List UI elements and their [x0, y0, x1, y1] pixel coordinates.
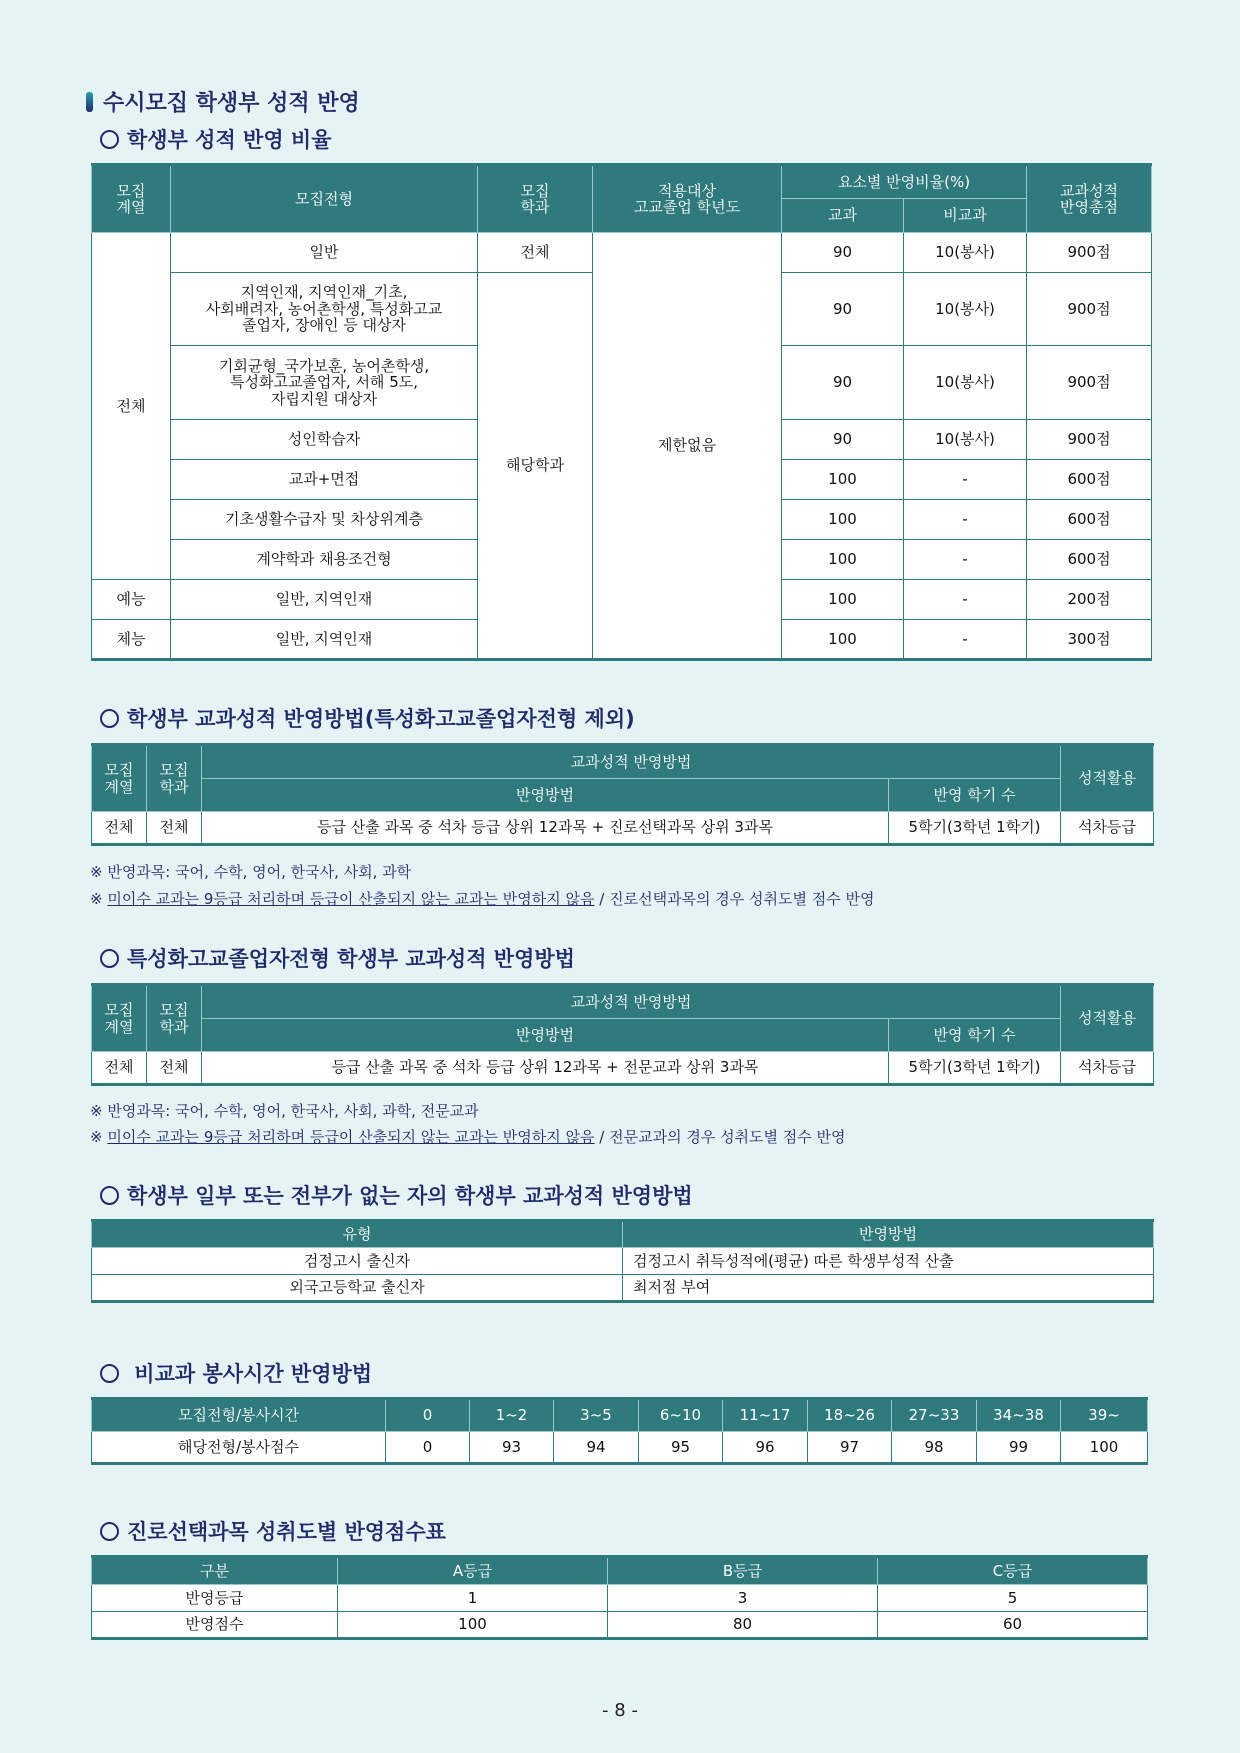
series-cell: 전체 — [92, 812, 147, 845]
score-ratio-table — [91, 163, 1152, 661]
circle-bullet-icon — [100, 949, 119, 968]
score-cell: 98 — [892, 1432, 977, 1464]
score-cell: 95 — [639, 1432, 723, 1464]
type-cell: 일반, 지역인재 — [171, 580, 478, 620]
gyogwa-cell: 100 — [782, 540, 904, 580]
row-label-scores: 해당전형/봉사점수 — [92, 1432, 386, 1464]
method-cell: 등급 산출 과목 중 석차 등급 상위 12과목 + 진로선택과목 상위 3과목 — [202, 812, 889, 845]
header-type: 모집전형 — [171, 165, 478, 233]
note-prefix: ※ — [90, 1128, 108, 1146]
total-cell: 900점 — [1027, 346, 1152, 420]
header-use: 성적활용 — [1061, 745, 1154, 812]
no-record-method-table — [91, 1219, 1154, 1303]
header-category: 구분 — [92, 1557, 338, 1585]
gyogwa-cell: 90 — [782, 273, 904, 346]
grade-method-table — [91, 743, 1154, 846]
score-cell: 96 — [723, 1432, 808, 1464]
table-row — [92, 812, 1154, 845]
header-method: 반영방법 — [623, 1221, 1154, 1248]
header-target: 적용대상 고교졸업 학년도 — [593, 165, 782, 233]
gyogwa-cell: 90 — [782, 346, 904, 420]
section1-title — [100, 124, 332, 154]
series-cell: 예능 — [92, 580, 171, 620]
total-cell: 300점 — [1027, 620, 1152, 660]
bigyogwa-cell: - — [904, 540, 1027, 580]
header-dept: 모집 학과 — [478, 165, 593, 233]
page-number: - 8 - — [602, 1700, 638, 1721]
gyogwa-cell: 90 — [782, 233, 904, 273]
bigyogwa-cell: 10(봉사) — [904, 346, 1027, 420]
header-ratio: 요소별 반영비율(%) — [782, 165, 1027, 199]
bar-bullet-icon — [86, 92, 93, 112]
value-cell: 3 — [608, 1585, 878, 1612]
score-cell: 97 — [808, 1432, 892, 1464]
type-cell: 기회균형_국가보훈, 농어촌학생, 특성화고교졸업자, 서해 5도, 자립지원 대상자 — [171, 346, 478, 420]
header-total: 교과성적 반영총점 — [1027, 165, 1152, 233]
hours-cell: 18~26 — [808, 1399, 892, 1432]
table-row — [92, 1248, 1154, 1275]
total-cell: 900점 — [1027, 233, 1152, 273]
hours-cell: 27~33 — [892, 1399, 977, 1432]
semester-cell: 5학기(3학년 1학기) — [889, 1052, 1061, 1085]
bigyogwa-cell: - — [904, 620, 1027, 660]
row-label: 반영등급 — [92, 1585, 338, 1612]
section2-title-text: 학생부 교과성적 반영방법(특성화고교졸업자전형 제외) — [127, 707, 635, 731]
method-cell: 검정고시 취득성적에(평균) 따른 학생부성적 산출 — [623, 1248, 1154, 1275]
table-row — [92, 1052, 1154, 1085]
header-grade-c: C등급 — [878, 1557, 1148, 1585]
main-title — [86, 86, 360, 117]
circle-bullet-icon — [100, 1186, 119, 1205]
circle-bullet-icon — [100, 130, 119, 149]
value-cell: 80 — [608, 1612, 878, 1639]
total-cell: 200점 — [1027, 580, 1152, 620]
header-dept: 모집 학과 — [147, 745, 202, 812]
semester-cell: 5학기(3학년 1학기) — [889, 812, 1061, 845]
vocational-grade-method-table — [91, 983, 1154, 1086]
note-subjects: ※ 반영과목: 국어, 수학, 영어, 한국사, 사회, 과학, 전문교과 — [90, 1102, 479, 1120]
section6-title-text: 진로선택과목 성취도별 반영점수표 — [127, 1520, 446, 1544]
dept-cell: 전체 — [147, 1052, 202, 1085]
gyogwa-cell: 100 — [782, 460, 904, 500]
dept-cell: 해당학과 — [478, 273, 593, 660]
score-cell: 94 — [554, 1432, 639, 1464]
header-grade-a: A등급 — [338, 1557, 608, 1585]
section1-title-text: 학생부 성적 반영 비율 — [127, 128, 332, 152]
hours-cell: 3~5 — [554, 1399, 639, 1432]
table-row — [92, 233, 1152, 273]
circle-bullet-icon — [100, 709, 119, 728]
note-prefix: ※ — [90, 890, 108, 908]
type-cell: 계약학과 채용조건형 — [171, 540, 478, 580]
row-label: 반영점수 — [92, 1612, 338, 1639]
header-method: 반영방법 — [202, 1019, 889, 1052]
target-cell: 제한없음 — [593, 233, 782, 660]
circle-bullet-icon — [100, 1522, 119, 1541]
use-cell: 석차등급 — [1061, 1052, 1154, 1085]
main-title-text: 수시모집 학생부 성적 반영 — [103, 91, 360, 116]
hours-cell: 1~2 — [470, 1399, 554, 1432]
note-missing — [90, 888, 875, 909]
bigyogwa-cell: - — [904, 500, 1027, 540]
header-gyogwa: 교과 — [782, 199, 904, 233]
header-series: 모집 계열 — [92, 165, 171, 233]
section4-title — [100, 1180, 693, 1210]
total-cell: 600점 — [1027, 500, 1152, 540]
gyogwa-cell: 90 — [782, 420, 904, 460]
score-cell: 99 — [977, 1432, 1061, 1464]
section6-title — [100, 1516, 446, 1546]
score-cell: 93 — [470, 1432, 554, 1464]
hours-cell: 0 — [386, 1399, 470, 1432]
note-missing — [90, 1126, 846, 1147]
hours-cell: 11~17 — [723, 1399, 808, 1432]
header-dept: 모집 학과 — [147, 985, 202, 1052]
type-cell: 교과+면접 — [171, 460, 478, 500]
hours-cell: 34~38 — [977, 1399, 1061, 1432]
bigyogwa-cell: 10(봉사) — [904, 420, 1027, 460]
section4-title-text: 학생부 일부 또는 전부가 없는 자의 학생부 교과성적 반영방법 — [127, 1184, 693, 1208]
header-series: 모집 계열 — [92, 985, 147, 1052]
series-cell: 체능 — [92, 620, 171, 660]
value-cell: 1 — [338, 1585, 608, 1612]
bigyogwa-cell: 10(봉사) — [904, 273, 1027, 346]
hours-cell: 6~10 — [639, 1399, 723, 1432]
type-cell: 기초생활수급자 및 차상위계층 — [171, 500, 478, 540]
type-cell: 일반 — [171, 233, 478, 273]
total-cell: 900점 — [1027, 273, 1152, 346]
header-use: 성적활용 — [1061, 985, 1154, 1052]
series-cell: 전체 — [92, 233, 171, 580]
type-cell: 일반, 지역인재 — [171, 620, 478, 660]
row-label-hours: 모집전형/봉사시간 — [92, 1399, 386, 1432]
section5-title — [100, 1358, 372, 1388]
header-bigyogwa: 비교과 — [904, 199, 1027, 233]
use-cell: 석차등급 — [1061, 812, 1154, 845]
gyogwa-cell: 100 — [782, 500, 904, 540]
table-row — [92, 1612, 1148, 1639]
type-cell: 성인학습자 — [171, 420, 478, 460]
hours-cell: 39~ — [1061, 1399, 1148, 1432]
note-rest: / 진로선택과목의 경우 성취도별 점수 반영 — [594, 890, 875, 908]
career-elective-score-table — [91, 1555, 1148, 1640]
total-cell: 900점 — [1027, 420, 1152, 460]
header-semester: 반영 학기 수 — [889, 1019, 1061, 1052]
type-cell: 외국고등학교 출신자 — [92, 1275, 623, 1302]
section5-title-text: 비교과 봉사시간 반영방법 — [127, 1362, 373, 1386]
gyogwa-cell: 100 — [782, 580, 904, 620]
note-underlined: 미이수 교과는 9등급 처리하며 등급이 산출되지 않는 교과는 반영하지 않음 — [107, 890, 595, 908]
volunteer-hours-table — [91, 1397, 1148, 1465]
section2-title — [100, 703, 635, 733]
dept-cell: 전체 — [478, 233, 593, 273]
bigyogwa-cell: - — [904, 580, 1027, 620]
circle-bullet-icon — [100, 1364, 119, 1383]
bigyogwa-cell: - — [904, 460, 1027, 500]
score-cell: 0 — [386, 1432, 470, 1464]
method-cell: 최저점 부여 — [623, 1275, 1154, 1302]
table-row — [92, 1275, 1154, 1302]
method-cell: 등급 산출 과목 중 석차 등급 상위 12과목 + 전문교과 상위 3과목 — [202, 1052, 889, 1085]
header-series: 모집 계열 — [92, 745, 147, 812]
score-cell: 100 — [1061, 1432, 1148, 1464]
value-cell: 60 — [878, 1612, 1148, 1639]
header-type: 유형 — [92, 1221, 623, 1248]
type-cell: 검정고시 출신자 — [92, 1248, 623, 1275]
series-cell: 전체 — [92, 1052, 147, 1085]
section3-title — [100, 943, 575, 973]
note-subjects: ※ 반영과목: 국어, 수학, 영어, 한국사, 사회, 과학 — [90, 863, 412, 881]
header-method: 반영방법 — [202, 779, 889, 812]
table-row — [92, 1432, 1148, 1464]
note-underlined: 미이수 교과는 9등급 처리하며 등급이 산출되지 않는 교과는 반영하지 않음 — [107, 1128, 595, 1146]
value-cell: 100 — [338, 1612, 608, 1639]
header-method-group: 교과성적 반영방법 — [202, 985, 1061, 1019]
section3-title-text: 특성화고교졸업자전형 학생부 교과성적 반영방법 — [127, 947, 575, 971]
header-semester: 반영 학기 수 — [889, 779, 1061, 812]
table-row — [92, 1585, 1148, 1612]
header-method-group: 교과성적 반영방법 — [202, 745, 1061, 779]
dept-cell: 전체 — [147, 812, 202, 845]
total-cell: 600점 — [1027, 540, 1152, 580]
total-cell: 600점 — [1027, 460, 1152, 500]
note-rest: / 전문교과의 경우 성취도별 점수 반영 — [594, 1128, 846, 1146]
value-cell: 5 — [878, 1585, 1148, 1612]
bigyogwa-cell: 10(봉사) — [904, 233, 1027, 273]
header-grade-b: B등급 — [608, 1557, 878, 1585]
gyogwa-cell: 100 — [782, 620, 904, 660]
type-cell: 지역인재, 지역인재_기초, 사회배려자, 농어촌학생, 특성화고교 졸업자, 장애인 등 대상자 — [171, 273, 478, 346]
